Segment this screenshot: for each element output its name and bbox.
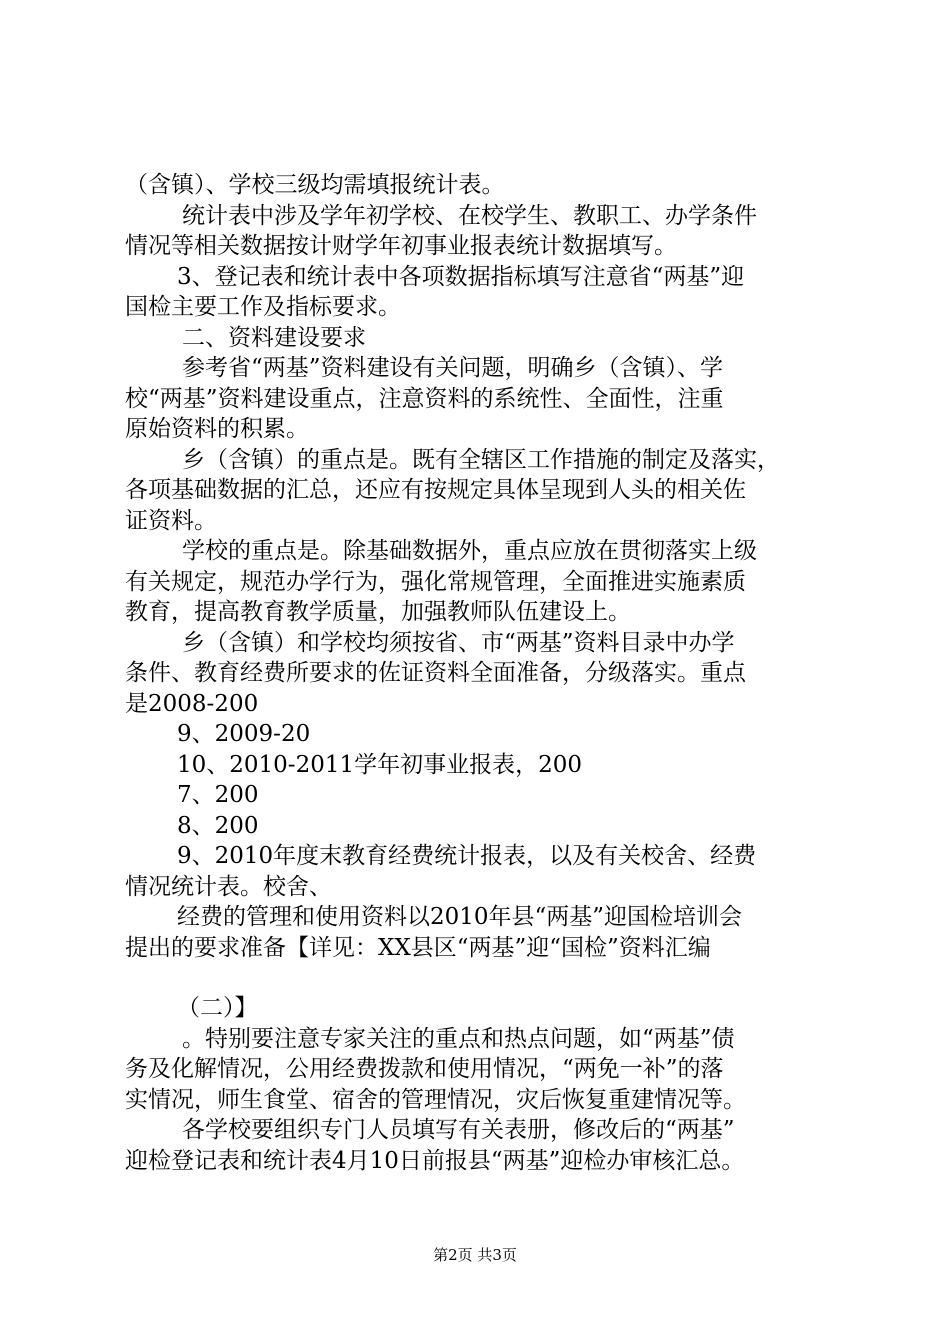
text-line: 是2008-200 — [125, 690, 259, 717]
page-number-label: 第2页 共3页 — [433, 1246, 517, 1264]
text-line: 务及化解情况，公用经费拨款和使用情况，“两免一补”的落 — [125, 1056, 724, 1082]
text-line: 情况等相关数据按计财学年初事业报表统计数据填写。 — [125, 233, 677, 259]
text-line: 统计表中涉及学年初学校、在校学生、教职工、办学条件 — [182, 202, 757, 229]
text-line: 各学校要组织专门人员填写有关表册，修改后的“两基” — [182, 1117, 735, 1143]
text-line: 。特别要注意专家关注的重点和热点问题，如“两基”债 — [182, 1025, 735, 1052]
text-line: 9、2009-20 — [177, 721, 311, 747]
text-line: 教育，提高教育教学质量，加强教师队伍建设上。 — [125, 599, 631, 625]
text-line: 条件、教育经费所要求的佐证资料全面准备，分级落实。重点 — [125, 660, 746, 686]
text-line: 各项基础数据的汇总，还应有按规定具体呈现到人头的相关佐 — [125, 477, 746, 503]
page-footer — [0, 1244, 950, 1265]
text-line: 提出的要求准备【详见：XX县区“两基”迎“国检”资料汇编 — [125, 934, 711, 961]
text-line: （含镇）、学校三级均需填报统计表。 — [125, 172, 505, 198]
text-line: 9、2010年度末教育经费统计报表，以及有关校舍、经费 — [177, 843, 757, 869]
text-line: 乡（含镇）的重点是。既有全辖区工作措施的制定及落实， — [182, 446, 780, 473]
text-line: （二）】 — [177, 995, 258, 1021]
text-line: 迎检登记表和统计表4月10日前报县“两基”迎检办审核汇总。 — [125, 1147, 745, 1174]
text-line: 7、200 — [177, 782, 259, 808]
text-line: 证资料。 — [125, 507, 217, 534]
document-body — [125, 170, 845, 1176]
text-line: 有关规定，规范办学行为，强化常规管理，全面推进实施素质 — [125, 568, 746, 595]
text-line: 原始资料的积累。 — [125, 416, 309, 442]
text-line: 参考省“两基”资料建设有关问题，明确乡（含镇）、学 — [182, 355, 724, 381]
text-line: 8、200 — [177, 812, 259, 839]
text-line: 情况统计表。校舍、 — [125, 873, 332, 900]
text-line: 乡（含镇）和学校均须按省、市“两基”资料目录中办学 — [182, 629, 735, 656]
text-line: 学校的重点是。除基础数据外，重点应放在贯彻落实上级 — [182, 538, 757, 564]
section-heading: 二、资料建设要求 — [182, 324, 366, 351]
text-line: 10、2010-2011学年初事业报表，200 — [177, 751, 583, 778]
text-line: 校“两基”资料建设重点，注意资料的系统性、全面性，注重 — [125, 385, 724, 412]
text-line: 3、登记表和统计表中各项数据指标填写注意省“两基”迎 — [177, 263, 745, 290]
text-line: 经费的管理和使用资料以2010年县“两基”迎国检培训会 — [177, 904, 743, 930]
text-line: 实情况，师生食堂、宿舍的管理情况，灾后恢复重建情况等。 — [125, 1086, 746, 1113]
text-line: 国检主要工作及指标要求。 — [125, 294, 401, 320]
